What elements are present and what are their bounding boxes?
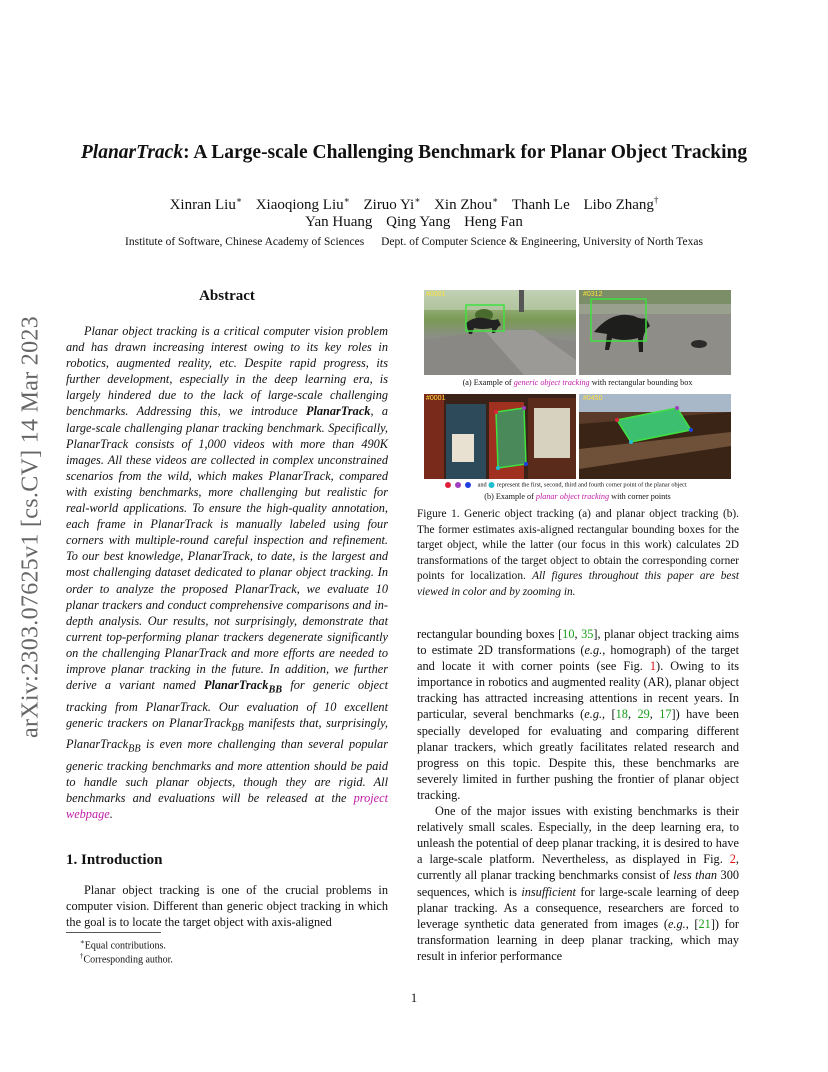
frame-label: #0312 (583, 291, 603, 298)
paragraph: One of the major issues with existing benchmarks is their relatively small scales. Especially, in the deep learning era, to unleash the potential of deep planar tracking, it is desired to have a large-scale platform. Nevertheless, as displayed in Fig. 2, currently all planar tracking benchmarks consist of less than 300 sequences, which is insufficient for large-scale learning of deep planar tracking. As a consequence, researchers are forced to leverage synthetic data generated from images (e.g., [21]) for transformation learning in deep planar tracking, which may result in inferior performance (417, 804, 739, 963)
author: Qing Yang (386, 214, 451, 230)
citation-link[interactable]: 35 (581, 627, 594, 641)
affiliations (0, 236, 828, 248)
abstract-heading: Abstract (199, 288, 255, 304)
figure-ref-link[interactable]: 2 (729, 852, 736, 867)
citation-link[interactable]: 21 (698, 916, 711, 931)
affiliation: Dept. of Computer Science & Engineering, University of North Texas (381, 236, 703, 248)
corner-dot-icon (455, 482, 461, 488)
corner-dot-icon (465, 482, 471, 488)
paragraph: rectangular bounding boxes [10, 35], planar object tracking aims to estimate 2D transformations (e.g., homograph) of the target and locate it with corner points (see Fig. 1). Owing to its importance in robotics and augmented reality (AR), planar object tracking has attracted increasing attentions in recent years. In particular, several benchmarks (e.g., [18, 29, 17]) have been specially developed for evaluating and comparing different planar trackers, which greatly facilitates related research and progress on this topic. Despite this, these benchmarks are severely limited in further pushing the frontier of planar object tracking. (417, 627, 740, 802)
arxiv-stamp-text: arXiv:2303.07625v1 [cs.CV] 14 Mar 2023 (17, 315, 44, 739)
author: Heng Fan (464, 214, 523, 230)
introduction-body: Planar object tracking is one of the crucial problems in computer vision. Different than generic object tracking in which the goal is to locate the target object with axis-aligned (66, 883, 388, 930)
citation-link[interactable]: 17 (659, 707, 672, 722)
page-number: 1 (410, 991, 418, 1005)
citation-link[interactable]: 29 (637, 707, 650, 722)
corner-dot-icon (445, 482, 451, 488)
authors-line-1 (0, 195, 828, 214)
author: Libo Zhang† (583, 195, 659, 213)
corner-legend: and represent the first, second, third and fourth corner point of the planar object (444, 481, 731, 489)
introduction-heading: 1. Introduction (66, 852, 163, 868)
affiliation: Institute of Software, Chinese Academy of Sciences (125, 236, 365, 248)
right-column-body (417, 626, 739, 964)
project-webpage-link[interactable]: project webpage (66, 790, 388, 822)
figure-image-planar-1 (424, 394, 576, 479)
planartrack-bb-bold: PlanarTrack$_{BB}$ (203, 678, 283, 696)
figure-image-generic-2 (579, 290, 731, 375)
figure-image-planar-2 (579, 394, 731, 479)
figure-ref-link[interactable]: 1 (649, 659, 657, 674)
subcaption-a: (a) Example of generic object tracking with rectangular bounding box (462, 378, 693, 387)
title-rest: : A Large-scale Challenging Benchmark for Planar Object Tracking (183, 142, 748, 163)
author: Xinran Liu∗ (169, 195, 242, 213)
figure-1-caption: Figure 1. Generic object tracking (a) and planar object tracking (b). The former estimates axis-aligned rectangular bounding boxes for the target object, while the latter (our focus in this work) calculates 2D transformations of the target object to obtain the corresponding corner points for localization. All figures throughout this paper are best viewed in color and by zooming in. (417, 508, 739, 598)
arxiv-stamp (14, 284, 48, 770)
abstract-body: Planar object tracking is a critical computer vision problem and has drawn increasing interest owing to its key roles in robotics, augmented reality, etc. Despite rapid progress, its further development, especially in the deep learning era, is largely hindered due to the lack of large-scale challenging benchmarks. Addressing this, we introduce PlanarTrack, a large-scale challenging planar tracking benchmark. Specifically, PlanarTrack consists of 1,000 videos with more than 490K images. All these videos are collected in complex unconstrained scenarios from the wild, which makes PlanarTrack, compared with existing benchmarks, more challenging but realistic for real-world applications. To ensure the high-quality annotation, each frame in PlanarTrack is manually labeled using four corners with multiple-round careful inspection and refinement. To our best knowledge, PlanarTrack, to date, is the largest and most challenging dataset dedicated to planar object tracking. In order to analyze the proposed PlanarTrack, we evaluate 10 planar trackers and conduct comprehensive comparisons and in-depth analysis. Our results, not surprisingly, demonstrate that current top-performing planar trackers degenerate significantly on the challenging PlanarTrack and more efforts are needed to improve planar tracking in the future. In addition, we further derive a variant named PlanarTrack$_{BB}$ for generic object tracking from PlanarTrack. Our evaluation of 10 excellent generic trackers on PlanarTrack$_{BB}$ manifests that, surprisingly, PlanarTrack$_{BB}$ is even more challenging than several popular generic tracking benchmarks and more attention should be paid to handle such planar objects, though they are rigid. All benchmarks and evaluations will be released at the project webpage. (66, 324, 388, 822)
frame-label: #0001 (426, 291, 446, 298)
author: Yan Huang (305, 214, 373, 230)
title-italic: PlanarTrack (80, 142, 184, 163)
author: Xin Zhou∗ (434, 195, 499, 213)
author: Xiaoqiong Liu∗ (255, 195, 350, 213)
corner-dot-icon (489, 482, 495, 488)
citation-link[interactable]: 10 (562, 627, 575, 641)
author: Ziruo Yi∗ (363, 195, 421, 213)
citation-link[interactable]: 18 (615, 707, 628, 722)
figure-image-generic-1 (424, 290, 576, 375)
footnote-corresponding: †Corresponding author. (80, 952, 173, 966)
author: Thanh Le (511, 197, 570, 213)
subcaption-b: (b) Example of planar object tracking with corner points (484, 492, 671, 501)
paper-title (0, 142, 828, 164)
corner-dot-icon (488, 481, 495, 489)
footnote-divider (66, 932, 161, 933)
corner-dots-icon (444, 481, 476, 489)
figure-1 (424, 290, 731, 504)
planartrack-bold: PlanarTrack (305, 404, 371, 419)
footnote-equal: ∗Equal contributions. (80, 938, 166, 952)
authors-line-2 (0, 214, 828, 231)
frame-label: #0001 (426, 395, 446, 402)
frame-label: #0450 (583, 395, 603, 402)
